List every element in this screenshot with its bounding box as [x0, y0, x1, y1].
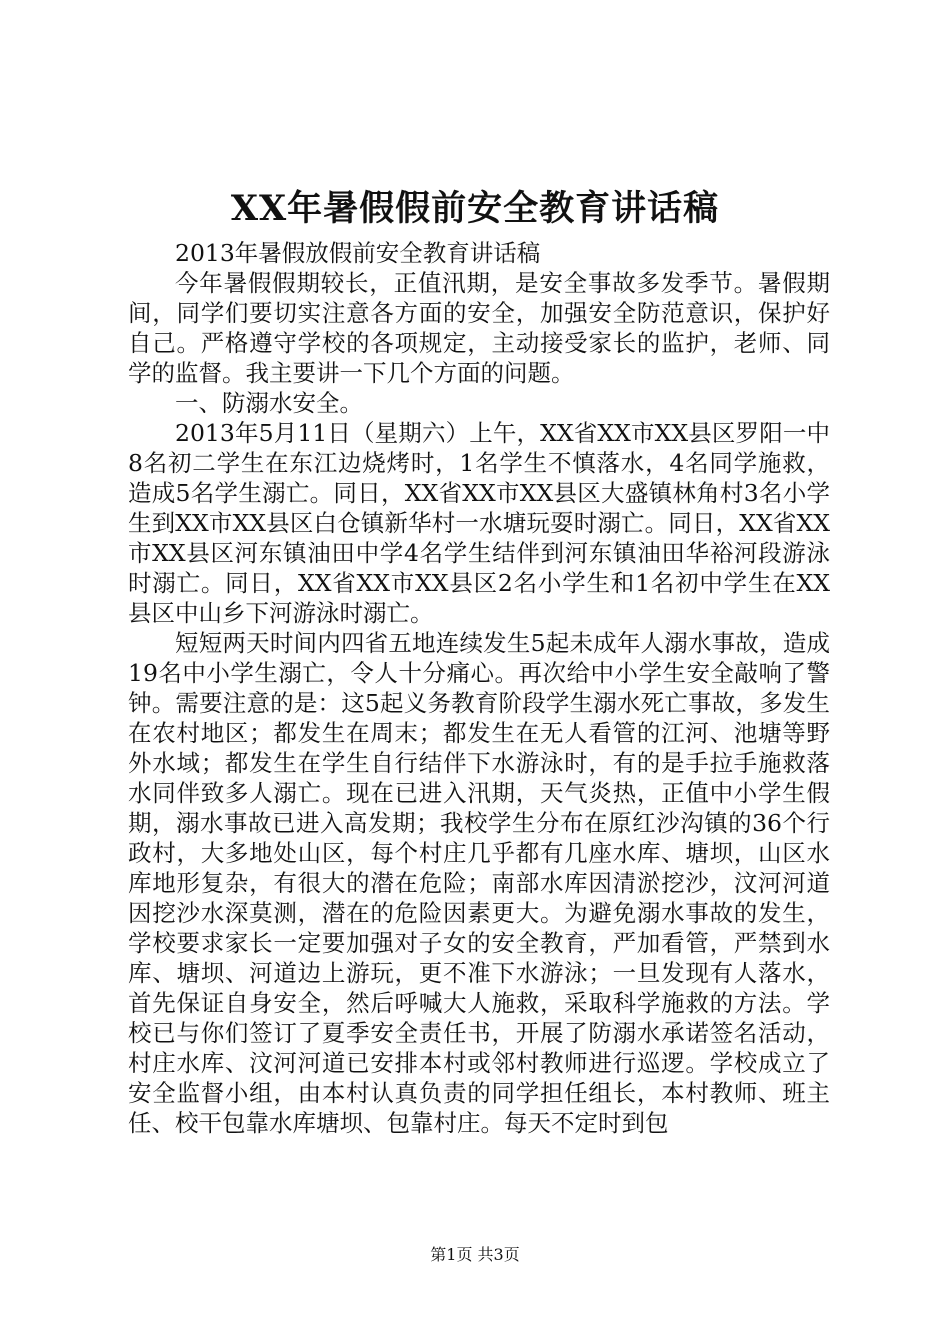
intro-paragraph: 今年暑假假期较长，正值汛期，是安全事故多发季节。暑假期间，同学们要切实注意各方面的安全，加强安全防范意识，保护好自己。严格遵守学校的各项规定，主动接受家长的监护，老师、同学的监督。我主要讲一下几个方面的问题。 — [128, 269, 830, 387]
body-paragraph: 短短两天时间内四省五地连续发生5起未成年人溺水事故，造成19名中小学生溺亡，令人十分痛心。再次给中小学生安全敲响了警钟。需要注意的是：这5起义务教育阶段学生溺水死亡事故，多发生在农村地区；都发生在周末；都发生在无人看管的江河、池塘等野外水域；都发生在学生自行结伴下水游泳时，有的是手拉手施救落水同伴致多人溺亡。现在已进入汛期，天气炎热，正值中小学生假期，溺水事故已进入高发期；我校学生分布在原红沙沟镇的36个行政村，大多地处山区，每个村庄几乎都有几座水库、塘坝，山区水库地形复杂，有很大的潜在危险；南部水库因清淤挖沙，汶河河道因挖沙水深莫测，潜在的危险因素更大。为避免溺水事故的发生，学校要求家长一定要加强对子女的安全教育，严加看管，严禁到水库、塘坝、河道边上游玩，更不准下水游泳；一旦发现有人落水，首先保证自身安全，然后呼喊大人施救，采取科学施救的方法。学校已与你们签订了夏季安全责任书，开展了防溺水承诺签名活动，村庄水库、汶河河道已安排本村或邻村教师进行巡逻。学校成立了安全监督小组，由本村认真负责的同学担任组长，本村教师、班主任、校干包靠水库塘坝、包靠村庄。每天不定时到包 — [128, 629, 830, 1137]
document-body — [128, 238, 830, 1138]
page-footer: 第1页 共3页 — [430, 1245, 520, 1264]
body-paragraph: 2013年5月11日（星期六）上午，XX省XX市XX县区罗阳一中8名初二学生在东江边烧烤时，1名学生不慎落水，4名同学施救，造成5名学生溺亡。同日，XX省XX市XX县区大盛镇林角村3名小学生到XX市XX县区白仓镇新华村一水塘玩耍时溺亡。同日，XX省XX市XX县区河东镇油田中学4名学生结伴到河东镇油田华裕河段游泳时溺亡。同日，XX省XX市XX县区2名小学生和1名初中学生在XX县区中山乡下河游泳时溺亡。 — [128, 419, 830, 627]
subtitle-paragraph: 2013年暑假放假前安全教育讲话稿 — [175, 239, 541, 267]
section-heading: 一、防溺水安全。 — [175, 389, 363, 417]
document-title: XX年暑假假前安全教育讲话稿 — [230, 188, 720, 229]
